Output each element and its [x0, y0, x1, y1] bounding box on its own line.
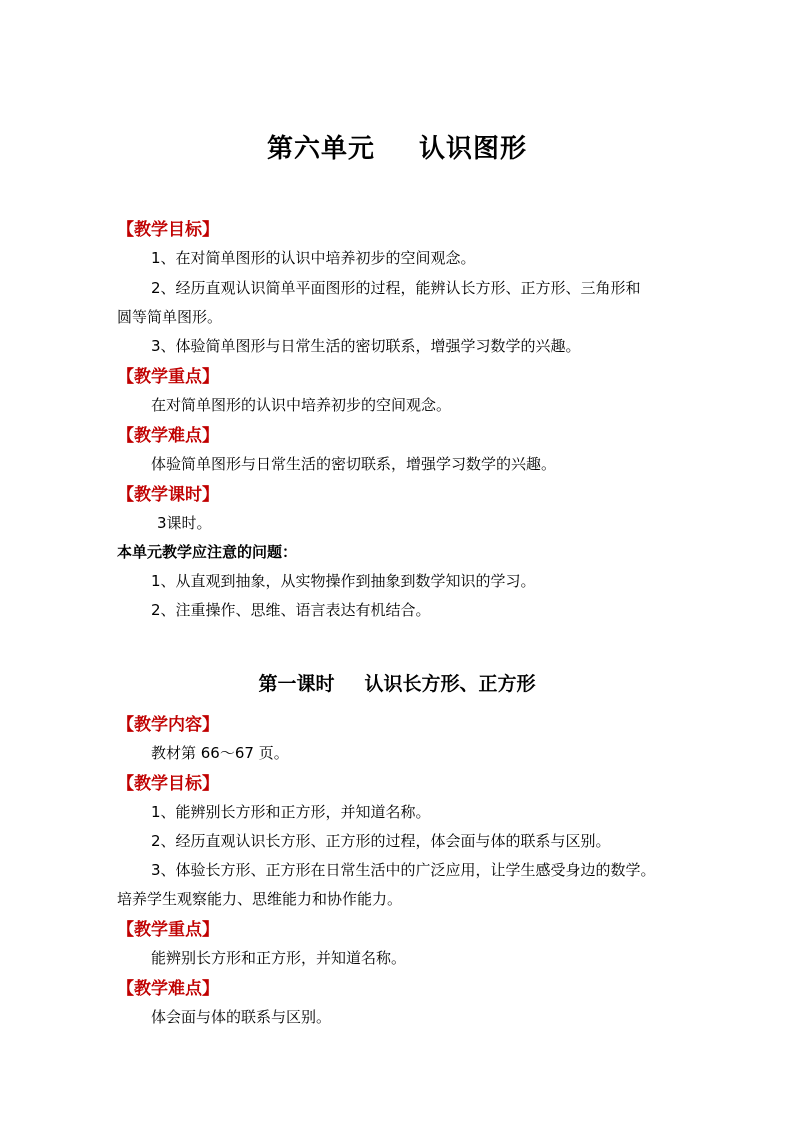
lesson-goal-3-line-1: 3、体验长方形、正方形在日常生活中的广泛应用，让学生感受身边的数学。 [151, 861, 656, 879]
lesson-topic: 认识长方形、正方形 [364, 673, 536, 695]
lesson-goal-3-line-2: 培养学生观察能力、思维能力和协作能力。 [117, 890, 403, 908]
unit-title [0, 128, 794, 165]
lesson-goal-2: 2、经历直观认识长方形、正方形的过程，体会面与体的联系与区别。 [151, 832, 611, 850]
unit-periods-text: 3课时。 [157, 514, 212, 532]
unit-goal-3: 3、体验简单图形与日常生活的密切联系，增强学习数学的兴趣。 [151, 337, 581, 355]
unit-notes-heading: 本单元教学应注意的问题： [117, 543, 298, 561]
unit-difficulties-heading: 【教学难点】 [117, 426, 219, 446]
unit-note-2: 2、注重操作、思维、语言表达有机结合。 [151, 601, 431, 619]
lesson-content-text: 教材第 66～67 页。 [151, 744, 289, 762]
unit-key-points-text: 在对简单图形的认识中培养初步的空间观念。 [151, 396, 452, 414]
lesson-key-points-heading: 【教学重点】 [117, 920, 219, 940]
lesson-difficulties-heading: 【教学难点】 [117, 979, 219, 999]
unit-goal-1: 1、在对简单图形的认识中培养初步的空间观念。 [151, 249, 476, 267]
unit-note-1: 1、从直观到抽象，从实物操作到抽象到数学知识的学习。 [151, 572, 536, 590]
unit-goal-2-line-2: 圆等简单图形。 [117, 308, 223, 326]
unit-periods-heading: 【教学课时】 [117, 485, 219, 505]
unit-number: 第六单元 [266, 134, 375, 164]
lesson-difficulties-text: 体会面与体的联系与区别。 [151, 1008, 332, 1026]
unit-topic: 认识图形 [419, 134, 528, 164]
lesson-goals-heading: 【教学目标】 [117, 774, 219, 794]
lesson-key-points-text: 能辨别长方形和正方形，并知道名称。 [151, 949, 407, 967]
lesson-goal-1: 1、能辨别长方形和正方形，并知道名称。 [151, 803, 431, 821]
unit-goal-2-line-1: 2、经历直观认识简单平面图形的过程，能辨认长方形、正方形、三角形和 [151, 279, 641, 297]
unit-difficulties-text: 体验简单图形与日常生活的密切联系，增强学习数学的兴趣。 [151, 455, 557, 473]
lesson-content-heading: 【教学内容】 [117, 715, 219, 735]
unit-key-points-heading: 【教学重点】 [117, 367, 219, 387]
unit-goals-heading: 【教学目标】 [117, 220, 219, 240]
lesson-title [0, 669, 794, 696]
lesson-number: 第一课时 [258, 673, 335, 695]
